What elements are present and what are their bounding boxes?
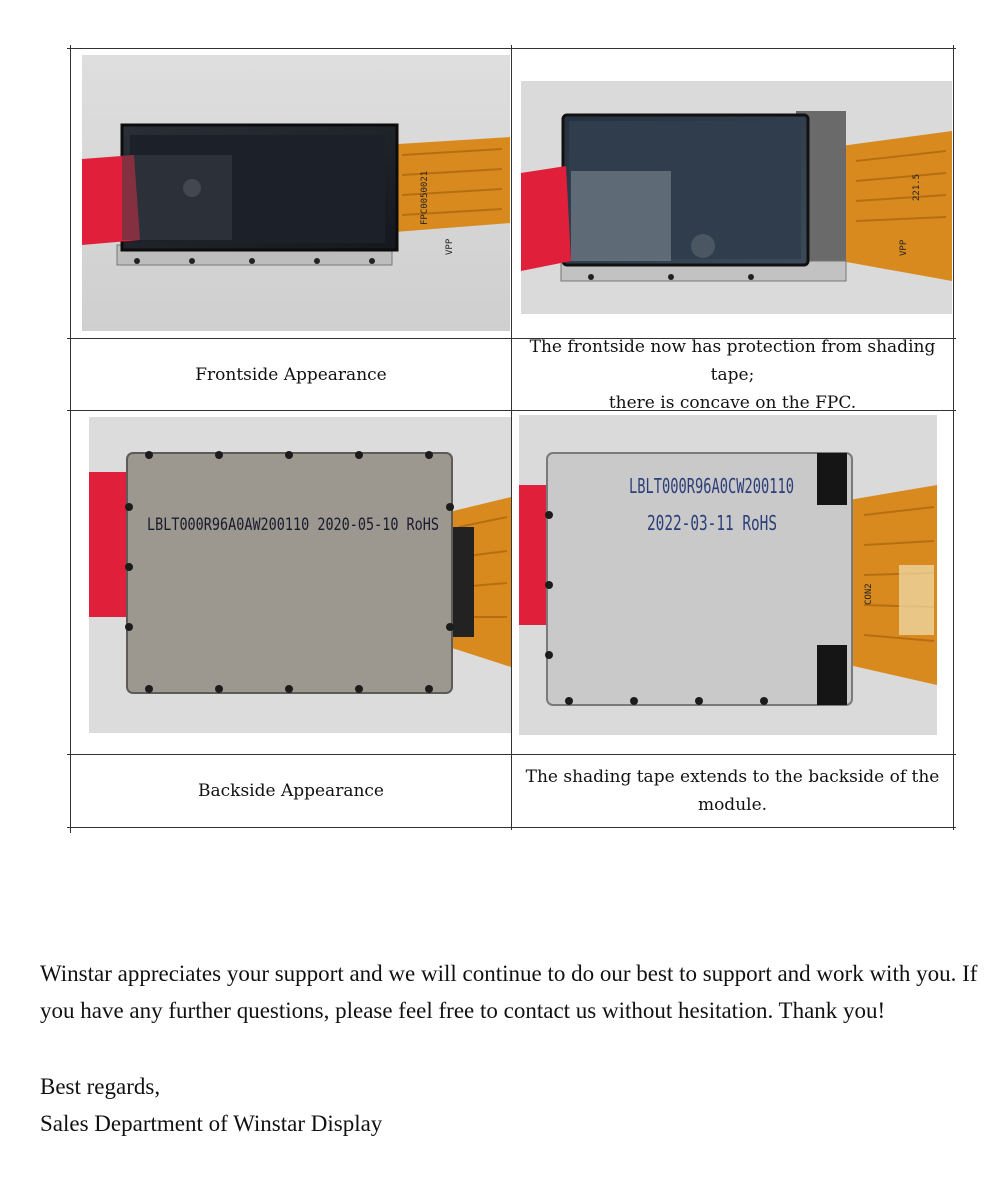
backside-stamp-line2: 2022-03-11 RoHS (647, 511, 777, 535)
frontside-tape-photo (521, 81, 952, 314)
fpc-label: FPC0050021 (420, 170, 430, 225)
fpc-label-vpp: VPP (445, 238, 455, 255)
closing-paragraph-line1: Winstar appreciates your support and we will continue to do our best to support and work with you. If (40, 961, 978, 986)
backside-note (512, 755, 953, 827)
backside-tape-photo-illustration (519, 415, 937, 735)
signature: Sales Department of Winstar Display (40, 1111, 383, 1136)
regards: Best regards, (40, 1074, 161, 1099)
backside-caption-text: Backside Appearance (198, 781, 384, 801)
backside-stamp-line1: LBLT000R96A0CW200110 (629, 474, 794, 498)
frontside-photo (82, 55, 510, 331)
frontside-caption-text: Frontside Appearance (195, 364, 387, 385)
backside-photo-illustration (89, 417, 511, 733)
frontside-caption (71, 339, 511, 410)
backside-stamp: LBLT000R96A0AW200110 2020-05-10 RoHS (147, 515, 439, 535)
backside-caption (71, 755, 511, 827)
frontside-note-line2: there is concave on the FPC. (608, 392, 857, 413)
frontside-photo-illustration (82, 55, 510, 331)
table-border-left (70, 45, 71, 833)
fpc-label-right-vpp: VPP (899, 239, 909, 256)
backside-tape-photo (519, 415, 937, 735)
fpc-label-right: 221.5 (912, 173, 922, 201)
table-border-middle (511, 45, 512, 830)
backside-note-line1: The shading tape extends to the backside of the (525, 767, 940, 787)
frontside-tape-photo-illustration (521, 81, 952, 314)
fpc-label-con2: CON2 (864, 583, 874, 605)
backside-note-line2: module. (697, 795, 768, 815)
frontside-note-line1: The frontside now has protection from shading tape; (529, 336, 936, 385)
backside-photo (89, 417, 511, 733)
table-border-right (953, 45, 954, 830)
frontside-note (512, 336, 953, 413)
closing-paragraph-line2: you have any further questions, please feel free to contact us without hesitation. Thank you! (40, 998, 886, 1023)
